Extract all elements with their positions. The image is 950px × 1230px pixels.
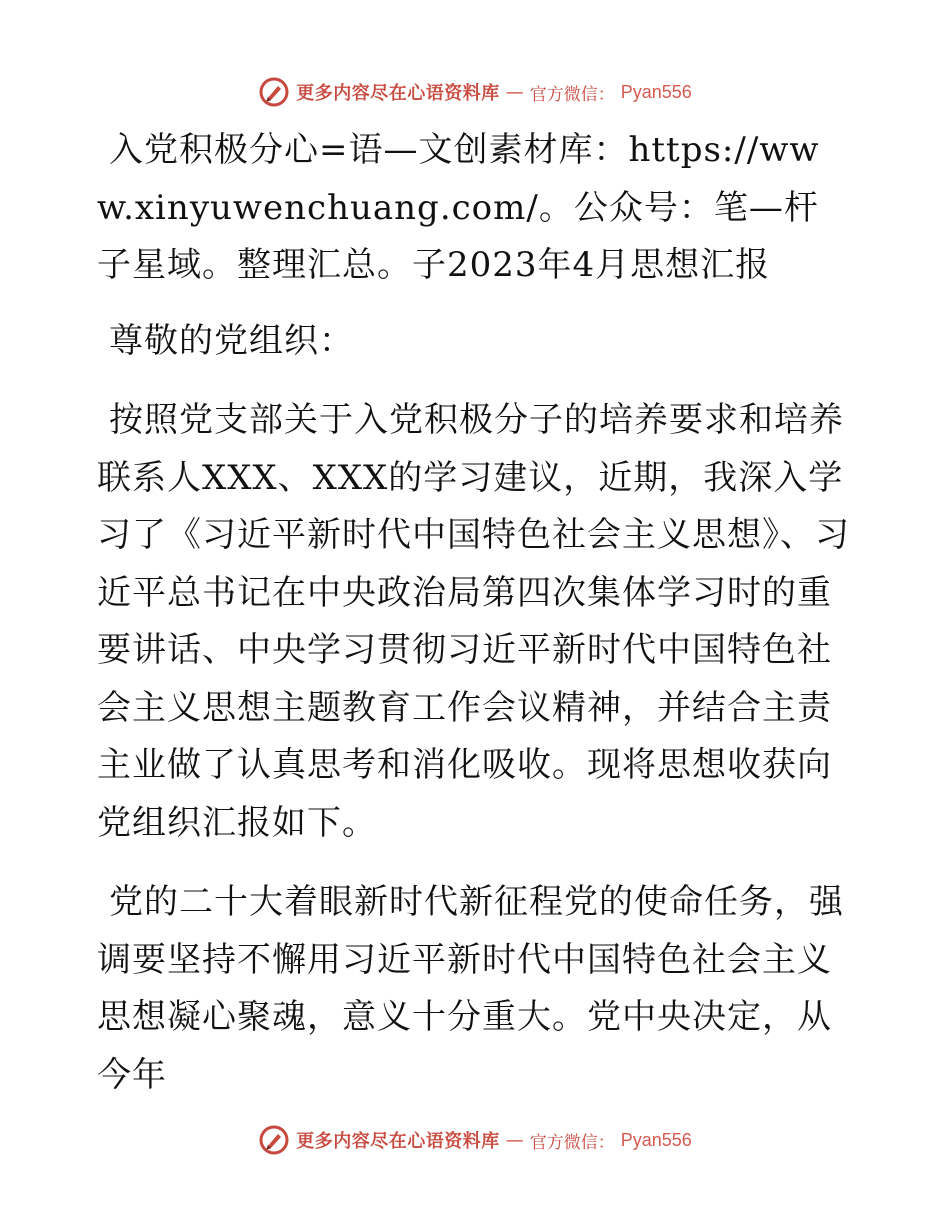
header-banner bbox=[0, 72, 950, 112]
wechat-label: 官方微信： bbox=[529, 84, 615, 105]
site-name-text: 更多内容尽在心语资料库 bbox=[296, 1131, 500, 1152]
pen-nib-logo-icon bbox=[258, 1124, 290, 1156]
pen-nib-logo-icon bbox=[258, 76, 290, 108]
site-name-text: 更多内容尽在心语资料库 bbox=[296, 83, 500, 104]
wechat-id: Pyan556 bbox=[620, 81, 692, 102]
footer-banner-content bbox=[258, 1124, 692, 1156]
paragraph-congress: 党的二十大着眼新时代新征程党的使命任务，强调要坚持不懈用习近平新时代中国特色社会主义思想凝心聚魂，意义十分重大。党中央决定，从今年 bbox=[97, 882, 844, 1095]
paragraph-study: 按照党支部关于入党积极分子的培养要求和培养联系人XXX、XXX的学习建议，近期，我深入学习了《习近平新时代中国特色社会主义思想》、习近平总书记在中央政治局第四次集体学习时的重要讲话、中央学习贯彻习近平新时代中国特色社会主义思想主题教育工作会议精神，并结合主责主业做了认真思考和消化吸收。现将思想收获向党组织汇报如下。 bbox=[97, 400, 850, 843]
footer-banner bbox=[0, 1120, 950, 1160]
wechat-id: Pyan556 bbox=[620, 1129, 692, 1150]
header-banner-content bbox=[258, 76, 692, 108]
document-body bbox=[97, 122, 853, 1126]
banner-separator: — bbox=[505, 1129, 524, 1151]
banner-separator: — bbox=[505, 81, 524, 103]
paragraph-intro: 入党积极分心=语—文创素材库：https://www.xinyuwenchuang.com/。公众号：笔—杆子星域。整理汇总。子2023年4月思想汇报 bbox=[97, 130, 820, 285]
wechat-label: 官方微信： bbox=[529, 1132, 615, 1153]
paragraph-salutation: 尊敬的党组织： bbox=[109, 320, 354, 361]
